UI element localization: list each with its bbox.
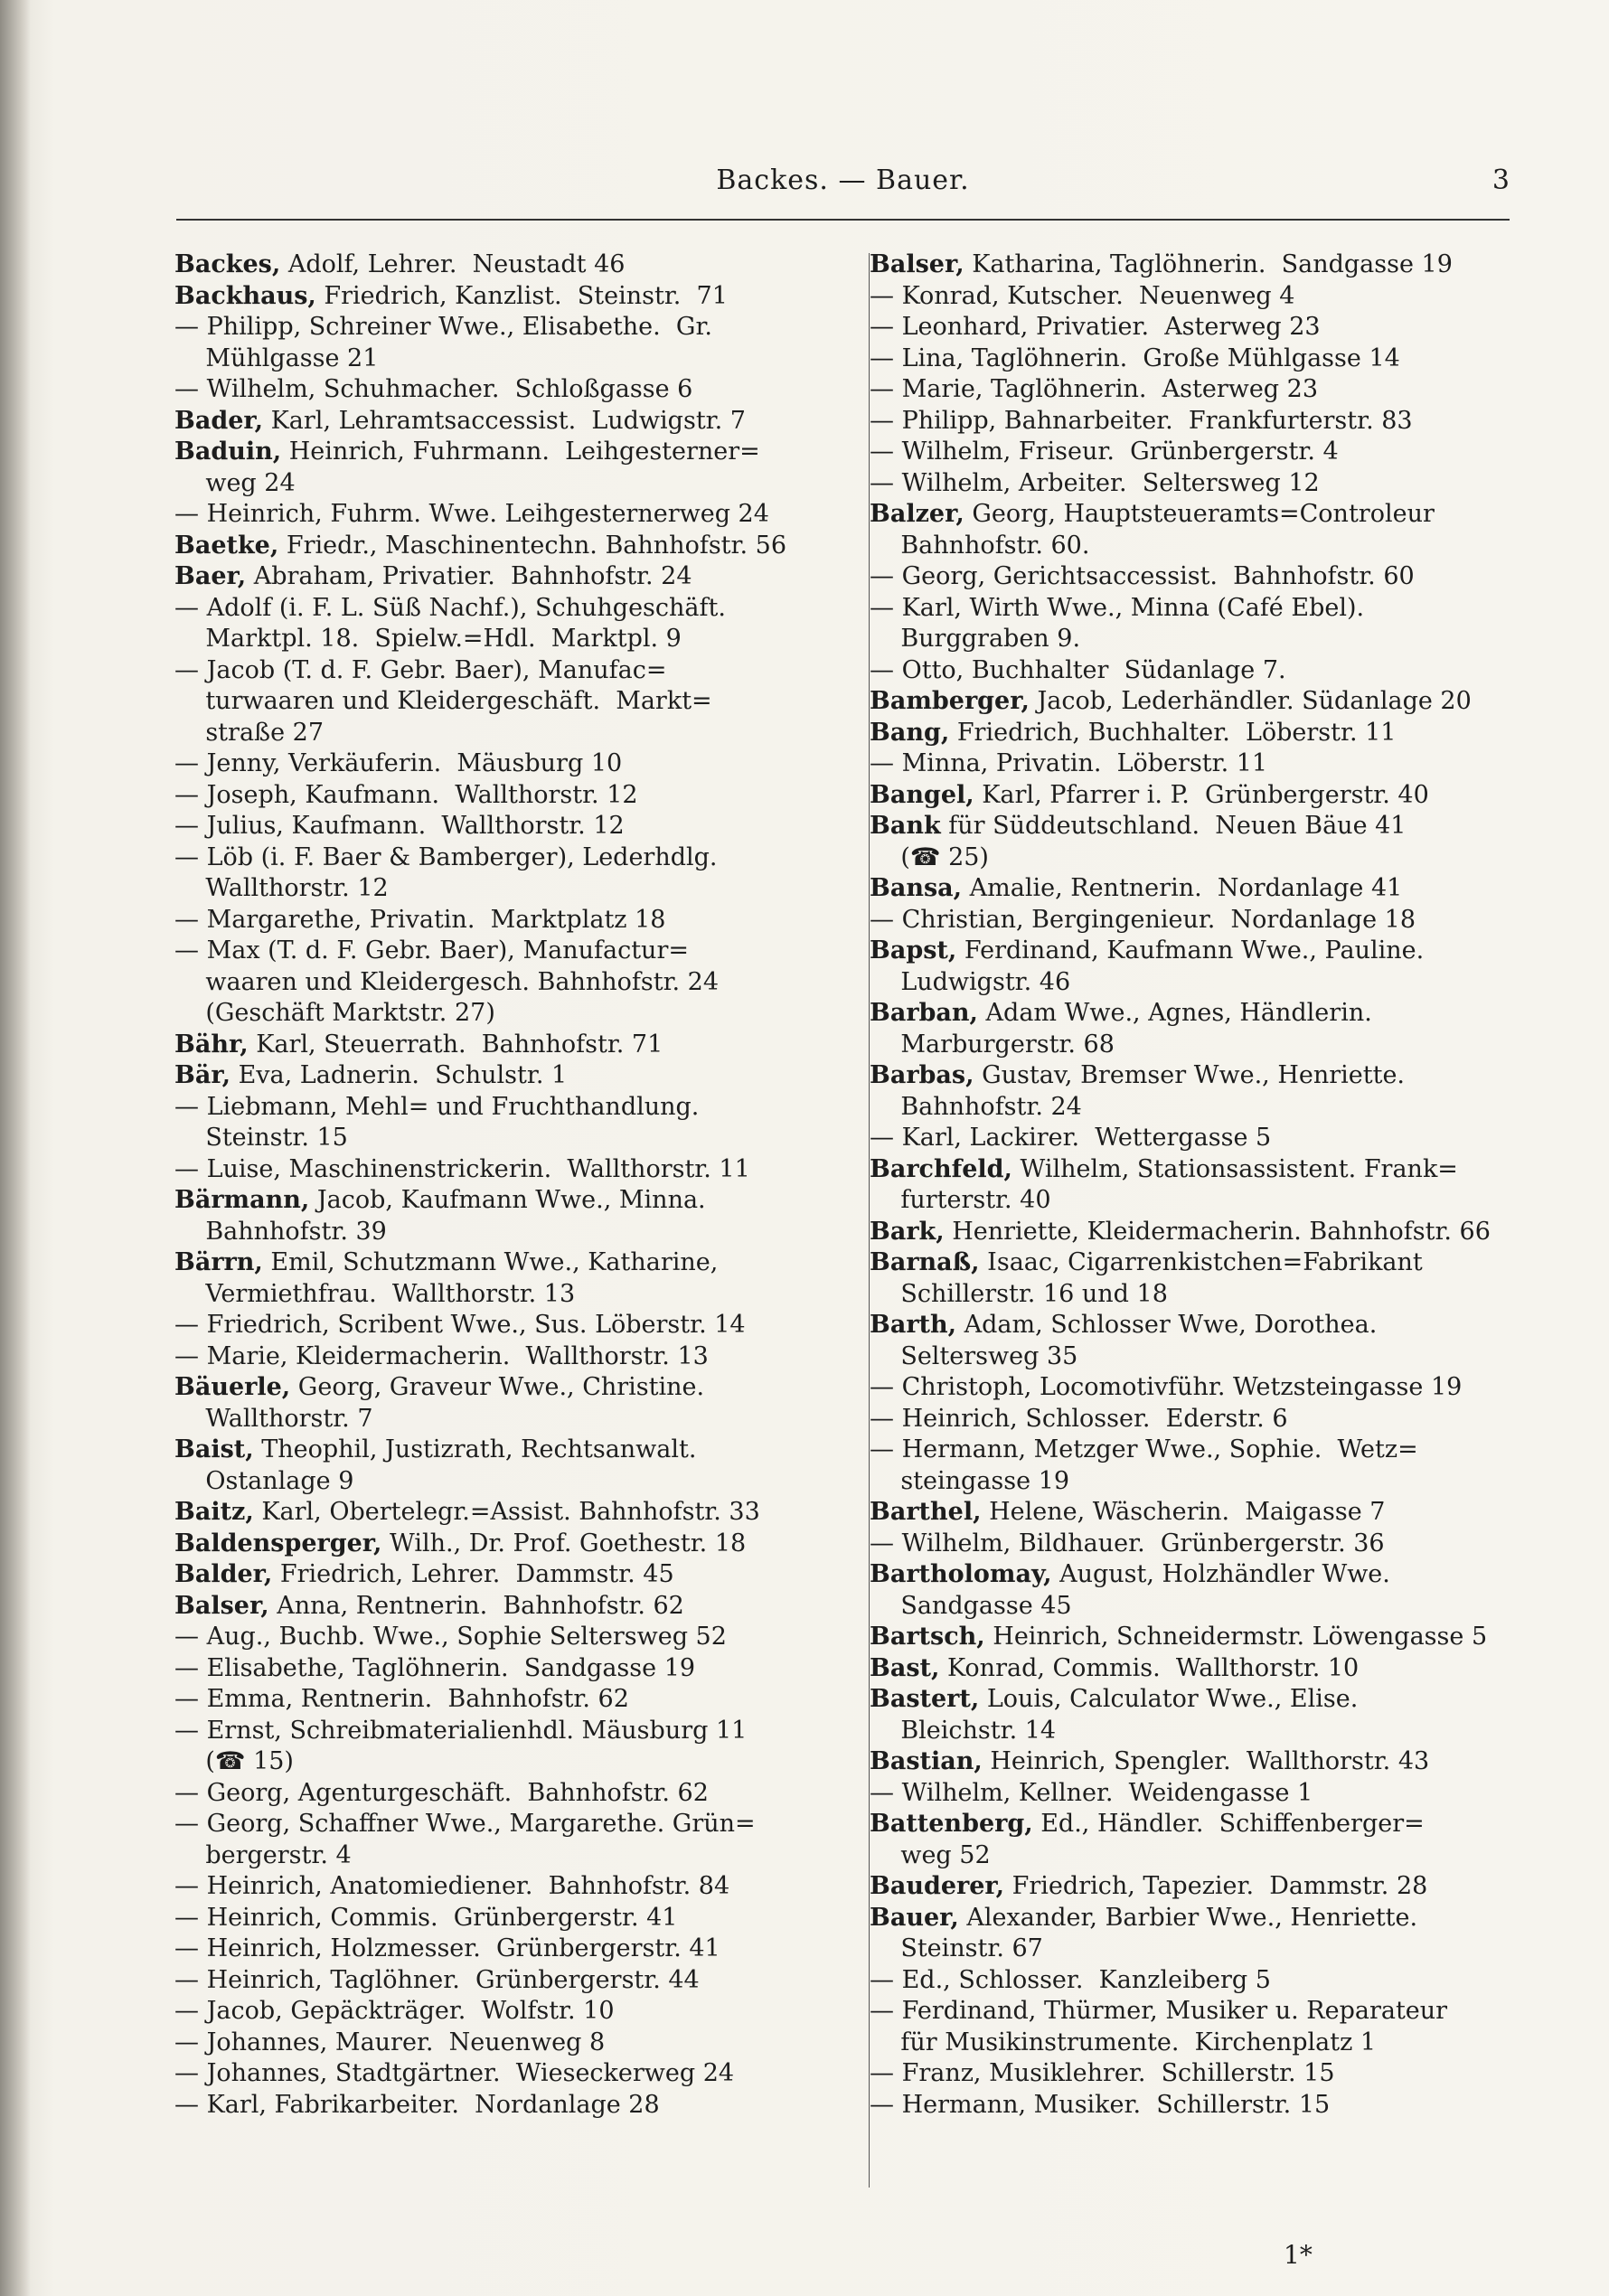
entry-text: — Heinrich, Anatomiediener. Bahnhofstr. 84 <box>174 1872 730 1900</box>
entry-text: — Elisabethe, Taglöhnerin. Sandgasse 19 <box>174 1653 696 1682</box>
directory-line <box>870 1497 1543 1529</box>
entry-text: — Otto, Buchhalter Südanlage 7. <box>870 655 1286 684</box>
entry-text: Bahnhofstr. 39 <box>174 1217 387 1246</box>
directory-line <box>870 1840 1543 1872</box>
entry-text: turwaaren und Kleidergeschäft. Markt= <box>174 687 712 715</box>
entry-text: Mühlgasse 21 <box>174 343 379 372</box>
entry-surname: Bapst, <box>870 936 957 965</box>
entry-text: Wilhelm, Stationsassistent. Frank= <box>1012 1154 1458 1183</box>
entry-text: Jacob, Kaufmann Wwe., Minna. <box>309 1186 706 1214</box>
entry-text: — Heinrich, Commis. Grünbergerstr. 41 <box>174 1903 678 1932</box>
entry-text: — Philipp, Bahnarbeiter. Frankfurterstr. 83 <box>870 406 1413 435</box>
directory-line <box>174 998 848 1030</box>
directory-line <box>174 748 848 780</box>
entry-text: Bahnhofstr. 60. <box>870 531 1090 560</box>
directory-line <box>870 1903 1543 1934</box>
directory-line <box>870 1154 1543 1186</box>
entry-text: Georg, Hauptsteueramts=Controleur <box>964 500 1435 528</box>
directory-line <box>870 2058 1543 2090</box>
directory-line <box>174 1809 848 1840</box>
directory-line <box>174 593 848 625</box>
directory-line <box>174 1778 848 1810</box>
entry-text: Sandgasse 45 <box>870 1591 1072 1620</box>
entry-surname: Baist, <box>174 1435 254 1463</box>
entry-surname: Bark, <box>870 1217 945 1246</box>
directory-line <box>174 1092 848 1124</box>
entry-text: — Wilhelm, Kellner. Weidengasse 1 <box>870 1778 1313 1807</box>
entry-text: weg 52 <box>870 1840 991 1869</box>
directory-line <box>174 1247 848 1279</box>
entry-text: straße 27 <box>174 718 324 747</box>
page-number: 3 <box>1491 165 1510 196</box>
directory-line <box>174 312 848 343</box>
directory-line <box>174 531 848 562</box>
entry-surname: Balser, <box>174 1591 269 1620</box>
entry-text: Friedrich, Lehrer. Dammstr. 45 <box>272 1560 674 1588</box>
entry-text: waaren und Kleidergesch. Bahnhofstr. 24 <box>174 967 720 996</box>
directory-line <box>870 281 1543 313</box>
entry-text: — Jenny, Verkäuferin. Mäusburg 10 <box>174 749 623 777</box>
directory-line <box>870 1372 1543 1404</box>
directory-line <box>870 1684 1543 1716</box>
entry-surname: Bang, <box>870 718 950 747</box>
directory-line <box>174 1217 848 1248</box>
directory-line <box>174 1746 848 1778</box>
directory-line <box>870 686 1543 718</box>
entry-text: Adolf, Lehrer. Neustadt 46 <box>280 250 626 278</box>
entry-text: Isaac, Cigarrenkistchen=Fabrikant <box>979 1248 1423 1276</box>
entry-surname: Bank <box>870 812 941 840</box>
entry-text: Wallthorstr. 7 <box>174 1404 373 1433</box>
directory-line <box>174 1372 848 1404</box>
directory-line <box>870 1185 1543 1217</box>
entry-text: Karl, Obertelegr.=Assist. Bahnhofstr. 33 <box>253 1498 760 1526</box>
entry-text: Georg, Graveur Wwe., Christine. <box>290 1373 705 1401</box>
directory-line <box>174 437 848 468</box>
entry-surname: Backhaus, <box>174 281 316 310</box>
directory-line <box>174 281 848 313</box>
entry-text: Wilh., Dr. Prof. Goethestr. 18 <box>381 1529 747 1557</box>
directory-line <box>174 967 848 999</box>
directory-line <box>174 1279 848 1311</box>
entry-text: — Liebmann, Mehl= und Fruchthandlung. <box>174 1092 700 1121</box>
entry-text: Seltersweg 35 <box>870 1341 1078 1370</box>
entry-text: für Musikinstrumente. Kirchenplatz 1 <box>870 2028 1377 2056</box>
entry-surname: Barth, <box>870 1311 957 1339</box>
entry-text: Ostanlage 9 <box>174 1466 354 1495</box>
directory-line <box>870 998 1543 1030</box>
entry-surname: Baetke, <box>174 531 279 560</box>
entry-surname: Bartholomay, <box>870 1560 1052 1588</box>
entry-text: — Ferdinand, Thürmer, Musiker u. Reparateur <box>870 1997 1448 2025</box>
entry-surname: Bastert, <box>870 1685 980 1713</box>
directory-line <box>870 936 1543 967</box>
directory-line <box>870 842 1543 874</box>
entry-text: — Emma, Rentnerin. Bahnhofstr. 62 <box>174 1685 629 1713</box>
entry-text: — Minna, Privatin. Löberstr. 11 <box>870 749 1268 777</box>
directory-line <box>870 1934 1543 1965</box>
directory-line <box>870 811 1543 842</box>
directory-line <box>870 468 1543 500</box>
entry-surname: Bartsch, <box>870 1623 985 1651</box>
entry-text: — Adolf (i. F. L. Süß Nachf.), Schuhgeschäft. <box>174 593 726 622</box>
directory-line <box>870 905 1543 936</box>
entry-text: — Friedrich, Scribent Wwe., Sus. Löberstr. 14 <box>174 1311 746 1339</box>
directory-line <box>870 718 1543 749</box>
entry-surname: Bär, <box>174 1061 231 1089</box>
entry-text: Helene, Wäscherin. Maigasse 7 <box>981 1498 1386 1526</box>
directory-line <box>174 1840 848 1872</box>
entry-surname: Baer, <box>174 562 247 590</box>
directory-line <box>174 2028 848 2059</box>
directory-line <box>174 1060 848 1092</box>
entry-text: — Marie, Kleidermacherin. Wallthorstr. 13 <box>174 1341 709 1370</box>
entry-text: Katharina, Taglöhnerin. Sandgasse 19 <box>964 250 1453 278</box>
directory-line <box>174 1903 848 1934</box>
entry-text: Emil, Schutzmann Wwe., Katharine, <box>262 1248 719 1276</box>
entry-text: — Ed., Schlosser. Kanzleiberg 5 <box>870 1965 1271 1994</box>
entry-text: Heinrich, Schneidermstr. Löwengasse 5 <box>984 1623 1488 1651</box>
directory-line <box>174 1965 848 1997</box>
entry-text: — Georg, Gerichtsaccessist. Bahnhofstr. 60 <box>870 562 1415 590</box>
entry-text: — Aug., Buchb. Wwe., Sophie Seltersweg 52 <box>174 1623 727 1651</box>
entry-surname: Bamberger, <box>870 687 1030 715</box>
entry-text: — Hermann, Musiker. Schillerstr. 15 <box>870 2090 1331 2119</box>
entry-text: Steinstr. 15 <box>174 1124 348 1152</box>
entry-text: — Heinrich, Schlosser. Ederstr. 6 <box>870 1404 1288 1433</box>
entry-text: Karl, Steuerrath. Bahnhofstr. 71 <box>248 1030 663 1059</box>
entry-text: — Joseph, Kaufmann. Wallthorstr. 12 <box>174 780 638 809</box>
directory-line <box>174 1404 848 1435</box>
entry-surname: Bäuerle, <box>174 1373 291 1401</box>
directory-line <box>870 1809 1543 1840</box>
directory-line <box>174 905 848 936</box>
left-column <box>174 249 848 2121</box>
entry-text: — Jacob (T. d. F. Gebr. Baer), Manufac= <box>174 655 667 684</box>
directory-line <box>174 936 848 967</box>
entry-text: — Heinrich, Taglöhner. Grünbergerstr. 44 <box>174 1965 700 1994</box>
entry-text: — Wilhelm, Friseur. Grünbergerstr. 4 <box>870 438 1339 466</box>
entry-text: — Christoph, Locomotivführ. Wetzsteingasse 19 <box>870 1373 1463 1401</box>
entry-text: — Johannes, Stadtgärtner. Wieseckerweg 24 <box>174 2059 735 2087</box>
entry-text: Jacob, Lederhändler. Südanlage 20 <box>1029 687 1472 715</box>
entry-surname: Bärrn, <box>174 1248 263 1276</box>
entry-text: Marburgerstr. 68 <box>870 1030 1115 1059</box>
entry-text: Vermiethfrau. Wallthorstr. 13 <box>174 1279 576 1308</box>
entry-surname: Bangel, <box>870 780 974 809</box>
directory-line <box>870 1622 1543 1653</box>
directory-line <box>870 1559 1543 1591</box>
directory-line <box>870 593 1543 625</box>
directory-line <box>174 561 848 593</box>
entry-surname: Bast, <box>870 1653 940 1682</box>
directory-line <box>870 1435 1543 1466</box>
directory-line <box>174 1871 848 1903</box>
directory-line <box>870 406 1543 438</box>
directory-line <box>870 561 1543 593</box>
directory-line <box>870 1341 1543 1373</box>
directory-line <box>174 1996 848 2028</box>
entry-text: Burggraben 9. <box>870 625 1081 653</box>
entry-text: — Löb (i. F. Baer & Bamberger), Lederhdlg. <box>174 842 718 871</box>
directory-line <box>870 1092 1543 1124</box>
directory-line <box>870 873 1543 905</box>
directory-line <box>174 1185 848 1217</box>
entry-text: Louis, Calculator Wwe., Elise. <box>979 1685 1359 1713</box>
entry-text: Eva, Ladnerin. Schulstr. 1 <box>230 1061 568 1089</box>
entry-text: — Jacob, Gepäckträger. Wolfstr. 10 <box>174 1997 615 2025</box>
entry-text: Schillerstr. 16 und 18 <box>870 1279 1168 1308</box>
directory-line <box>870 1529 1543 1560</box>
directory-line <box>870 1746 1543 1778</box>
entry-text: Karl, Pfarrer i. P. Grünbergerstr. 40 <box>974 780 1429 809</box>
directory-line <box>870 1404 1543 1435</box>
directory-line <box>174 1716 848 1747</box>
directory-line <box>870 1030 1543 1061</box>
entry-text: Abraham, Privatier. Bahnhofstr. 24 <box>246 562 692 590</box>
running-head-title: Backes. — Bauer. <box>716 165 970 196</box>
entry-surname: Barchfeld, <box>870 1154 1012 1183</box>
entry-text: — Philipp, Schreiner Wwe., Elisabethe. Gr. <box>174 313 713 341</box>
entry-surname: Barbas, <box>870 1061 974 1089</box>
entry-surname: Baitz, <box>174 1498 254 1526</box>
directory-line <box>870 1965 1543 1997</box>
entry-text: Henriette, Kleidermacherin. Bahnhofstr. 66 <box>944 1217 1491 1246</box>
directory-line <box>174 1466 848 1498</box>
entry-text: Friedrich, Tapezier. Dammstr. 28 <box>1004 1872 1428 1900</box>
entry-text: Marktpl. 18. Spielw.=Hdl. Marktpl. 9 <box>174 625 682 653</box>
directory-line <box>174 249 848 281</box>
directory-line <box>174 1653 848 1685</box>
entry-surname: Bader, <box>174 406 264 435</box>
directory-line <box>174 873 848 905</box>
entry-text: — Georg, Schaffner Wwe., Margarethe. Grün= <box>174 1810 756 1838</box>
entry-text: bergerstr. 4 <box>174 1840 352 1869</box>
directory-line <box>870 437 1543 468</box>
directory-line <box>870 312 1543 343</box>
directory-line <box>870 780 1543 812</box>
entry-text: — Heinrich, Holzmesser. Grünbergerstr. 41 <box>174 1934 720 1962</box>
directory-line <box>174 655 848 687</box>
directory-line <box>870 655 1543 687</box>
entry-surname: Bauer, <box>870 1903 959 1932</box>
entry-text: Heinrich, Fuhrmann. Leihgesterner= <box>281 438 760 466</box>
entry-surname: Baduin, <box>174 438 282 466</box>
directory-line <box>174 343 848 375</box>
entry-text: August, Holzhändler Wwe. <box>1051 1560 1390 1588</box>
entry-text: — Karl, Wirth Wwe., Minna (Café Ebel). <box>870 593 1365 622</box>
entry-text: Amalie, Rentnerin. Nordanlage 41 <box>962 874 1403 902</box>
entry-surname: Battenberg, <box>870 1810 1033 1838</box>
entry-text: Bleichstr. 14 <box>870 1716 1057 1745</box>
entry-text: Adam, Schlosser Wwe, Dorothea. <box>956 1311 1378 1339</box>
entry-text: Friedr., Maschinentechn. Bahnhofstr. 56 <box>278 531 786 560</box>
entry-text: — Lina, Taglöhnerin. Große Mühlgasse 14 <box>870 343 1400 372</box>
entry-text: für Süddeutschland. Neuen Bäue 41 <box>940 812 1407 840</box>
directory-line <box>870 748 1543 780</box>
directory-line <box>174 2090 848 2122</box>
entry-text: Ed., Händler. Schiffenberger= <box>1032 1810 1425 1838</box>
entry-text: Steinstr. 67 <box>870 1934 1043 1962</box>
entry-text: Gustav, Bremser Wwe., Henriette. <box>974 1061 1406 1089</box>
directory-line <box>174 1030 848 1061</box>
entry-text: Konrad, Commis. Wallthorstr. 10 <box>939 1653 1360 1682</box>
directory-line <box>870 1279 1543 1311</box>
entry-surname: Bärmann, <box>174 1186 310 1214</box>
directory-line <box>870 1778 1543 1810</box>
entry-text: — Luise, Maschinenstrickerin. Wallthorstr. 11 <box>174 1154 750 1183</box>
directory-line <box>174 624 848 655</box>
directory-line <box>870 1466 1543 1498</box>
directory-line <box>174 1123 848 1154</box>
entry-text: Ferdinand, Kaufmann Wwe., Pauline. <box>956 936 1425 965</box>
directory-line <box>174 2058 848 2090</box>
directory-line <box>870 624 1543 655</box>
directory-line <box>870 531 1543 562</box>
entry-text: Anna, Rentnerin. Bahnhofstr. 62 <box>268 1591 684 1620</box>
entry-text: Alexander, Barbier Wwe., Henriette. <box>958 1903 1418 1932</box>
entry-text: — Ernst, Schreibmaterialienhdl. Mäusburg 11 <box>174 1716 748 1745</box>
directory-line <box>870 1310 1543 1341</box>
directory-line <box>870 1716 1543 1747</box>
entry-text: — Leonhard, Privatier. Asterweg 23 <box>870 313 1321 341</box>
entry-text: — Hermann, Metzger Wwe., Sophie. Wetz= <box>870 1435 1418 1463</box>
entry-text: Adam Wwe., Agnes, Händlerin. <box>977 999 1372 1027</box>
directory-line <box>870 2090 1543 2122</box>
directory-line <box>174 1435 848 1466</box>
entry-surname: Balzer, <box>870 500 964 528</box>
entry-text: — Julius, Kaufmann. Wallthorstr. 12 <box>174 812 625 840</box>
directory-line <box>870 1060 1543 1092</box>
entry-surname: Backes, <box>174 250 281 278</box>
directory-line <box>174 780 848 812</box>
directory-line <box>174 374 848 406</box>
directory-line <box>870 2028 1543 2059</box>
right-column <box>870 249 1543 2121</box>
entry-text: — Wilhelm, Schuhmacher. Schloßgasse 6 <box>174 375 693 403</box>
entry-text: — Heinrich, Fuhrm. Wwe. Leihgesternerweg 24 <box>174 500 769 528</box>
directory-line <box>870 1591 1543 1623</box>
directory-line <box>174 1341 848 1373</box>
directory-line <box>174 1310 848 1341</box>
book-binding-shadow <box>0 0 31 2296</box>
entry-text: — Karl, Lackirer. Wettergasse 5 <box>870 1124 1272 1152</box>
entry-text: — Franz, Musiklehrer. Schillerstr. 15 <box>870 2059 1335 2087</box>
entry-text: Ludwigstr. 46 <box>870 967 1071 996</box>
directory-line <box>870 1653 1543 1685</box>
directory-line <box>174 842 848 874</box>
entry-text: furterstr. 40 <box>870 1186 1051 1214</box>
entry-text: — Wilhelm, Arbeiter. Seltersweg 12 <box>870 468 1320 497</box>
directory-line <box>174 499 848 531</box>
entry-surname: Barthel, <box>870 1498 982 1526</box>
directory-line <box>174 1529 848 1560</box>
directory-line <box>870 1247 1543 1279</box>
directory-line <box>174 1622 848 1653</box>
entry-surname: Barban, <box>870 999 978 1027</box>
directory-line <box>870 1123 1543 1154</box>
entry-text: — Wilhelm, Bildhauer. Grünbergerstr. 36 <box>870 1529 1385 1557</box>
entry-surname: Bansa, <box>870 874 963 902</box>
sheet-signature: 1* <box>1284 2240 1313 2270</box>
entry-text: Heinrich, Spengler. Wallthorstr. 43 <box>982 1747 1430 1775</box>
entry-surname: Bastian, <box>870 1747 983 1775</box>
entry-text: — Georg, Agenturgeschäft. Bahnhofstr. 62 <box>174 1778 709 1807</box>
directory-line <box>174 718 848 749</box>
directory-line <box>870 249 1543 281</box>
entry-text: Bahnhofstr. 24 <box>870 1092 1082 1121</box>
directory-line <box>870 499 1543 531</box>
entry-text: steingasse 19 <box>870 1466 1070 1495</box>
header-rule <box>176 219 1510 221</box>
entry-surname: Bauderer, <box>870 1872 1005 1900</box>
entry-surname: Bähr, <box>174 1030 249 1059</box>
directory-line <box>870 1217 1543 1248</box>
entry-surname: Barnaß, <box>870 1248 980 1276</box>
entry-text: Wallthorstr. 12 <box>174 874 389 902</box>
directory-line <box>174 811 848 842</box>
running-head <box>176 165 1510 210</box>
entry-text: Karl, Lehramtsaccessist. Ludwigstr. 7 <box>263 406 746 435</box>
directory-line <box>174 1559 848 1591</box>
entry-text: (☎ 15) <box>174 1747 294 1775</box>
directory-line <box>174 468 848 500</box>
directory-line <box>870 374 1543 406</box>
directory-line <box>870 343 1543 375</box>
directory-line <box>870 1871 1543 1903</box>
entry-surname: Balder, <box>174 1560 273 1588</box>
entry-text: Friedrich, Buchhalter. Löberstr. 11 <box>949 718 1397 747</box>
directory-line <box>174 1934 848 1965</box>
directory-line <box>174 1497 848 1529</box>
entry-text: — Johannes, Maurer. Neuenweg 8 <box>174 2028 606 2056</box>
entry-surname: Balser, <box>870 250 964 278</box>
directory-line <box>174 406 848 438</box>
entry-text: — Max (T. d. F. Gebr. Baer), Manufactur= <box>174 936 689 965</box>
directory-line <box>174 1591 848 1623</box>
entry-text: Theophil, Justizrath, Rechtsanwalt. <box>253 1435 697 1463</box>
entry-text: (Geschäft Marktstr. 27) <box>174 999 495 1027</box>
directory-line <box>174 686 848 718</box>
entry-text: — Karl, Fabrikarbeiter. Nordanlage 28 <box>174 2090 660 2119</box>
entry-surname: Baldensperger, <box>174 1529 382 1557</box>
directory-line <box>870 967 1543 999</box>
entry-text: — Marie, Taglöhnerin. Asterweg 23 <box>870 375 1319 403</box>
directory-line <box>870 1996 1543 2028</box>
entry-text: weg 24 <box>174 468 296 497</box>
entry-text: — Margarethe, Privatin. Marktplatz 18 <box>174 905 666 934</box>
directory-line <box>174 1154 848 1186</box>
entry-text: — Konrad, Kutscher. Neuenweg 4 <box>870 281 1295 310</box>
entry-text: (☎ 25) <box>870 842 989 871</box>
entry-text: — Christian, Bergingenieur. Nordanlage 18 <box>870 905 1416 934</box>
directory-line <box>174 1684 848 1716</box>
entry-text: Friedrich, Kanzlist. Steinstr. 71 <box>315 281 728 310</box>
